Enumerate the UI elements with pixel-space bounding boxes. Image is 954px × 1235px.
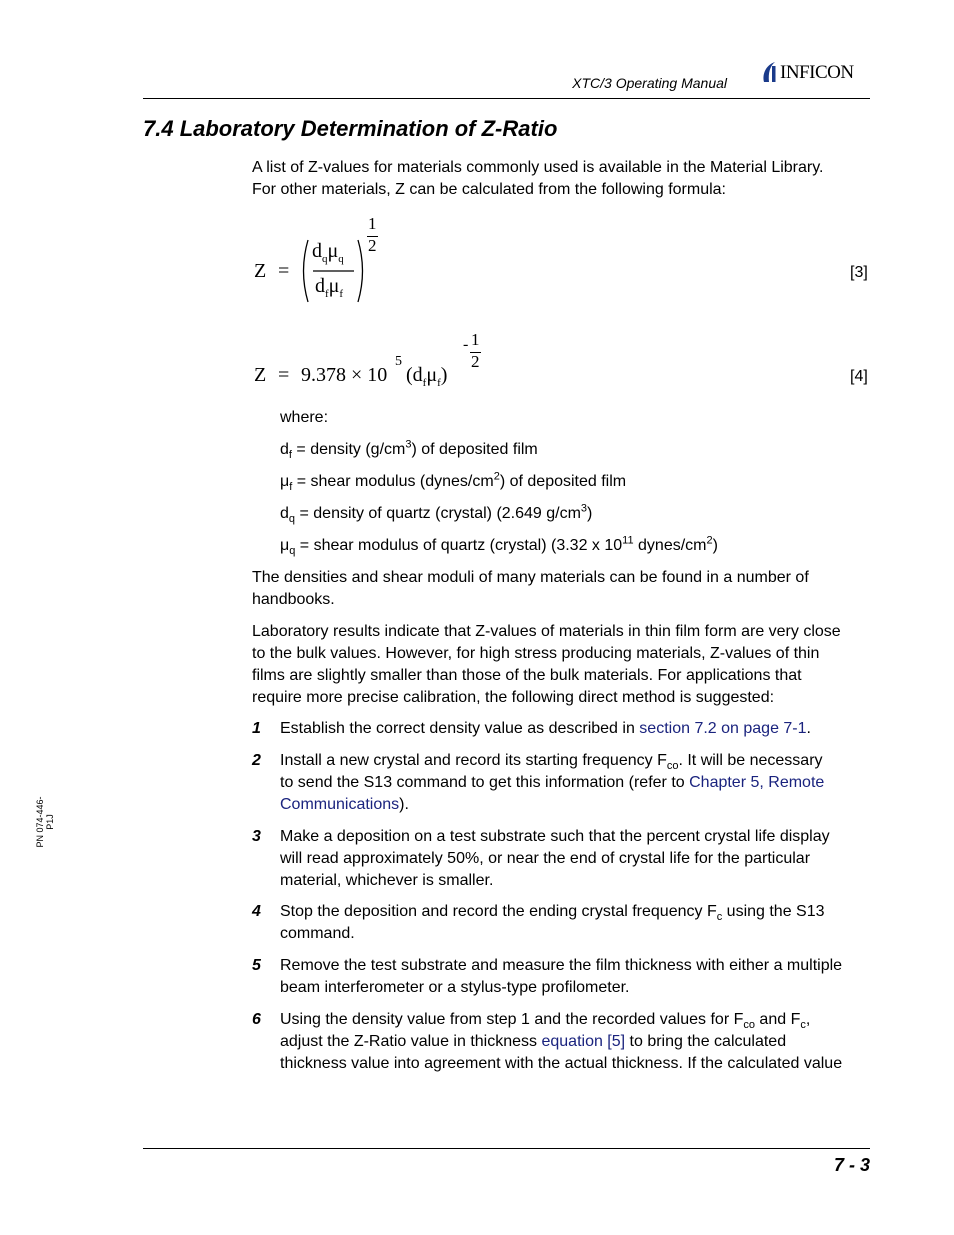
equation-5-link[interactable]: equation [5] bbox=[541, 1033, 626, 1050]
eq4-exponent-sign: - bbox=[463, 336, 469, 353]
step-1: Establish the correct density value as described in section 7.2 on page 7-1. bbox=[280, 720, 811, 737]
eq3-exponent-numerator: 1 bbox=[368, 214, 377, 233]
where-df: $d_f$ = density $(g/cm^3)$ of deposited film bbox=[280, 438, 538, 462]
eq4-term: $(d_f\mu_f)$ bbox=[406, 364, 448, 389]
intro-paragraph bbox=[252, 157, 870, 201]
step-4-number: 4 bbox=[252, 903, 261, 920]
brand-name: INFICON bbox=[780, 62, 854, 83]
step-6-number: 6 bbox=[252, 1011, 261, 1028]
lab-line-4: require more precise calibration, the following direct method is suggested: bbox=[252, 689, 775, 706]
section-7-2-link[interactable]: section 7.2 on page 7-1 bbox=[639, 720, 807, 737]
eq4-equals: = bbox=[278, 364, 290, 386]
equation-3 bbox=[252, 212, 870, 312]
inficon-swoosh-icon bbox=[760, 60, 780, 84]
footer-rule bbox=[143, 1148, 870, 1149]
where-muq: $\mu_q$ = shear modulus of quartz (crystal) (3.32 x $10^{11}$ dynes/$cm^2$) bbox=[280, 534, 718, 558]
where-dq: $d_q$ = density of quartz (crystal) (2.649 $g/cm^3$) bbox=[280, 502, 593, 526]
chapter-5-link[interactable]: Chapter 5, Remote bbox=[689, 774, 825, 791]
eq4-exponent-numerator: 1 bbox=[471, 330, 480, 349]
densities-line-1: The densities and shear moduli of many materials can be found in a number of bbox=[252, 569, 809, 586]
step-2-number: 2 bbox=[252, 752, 261, 769]
intro-line-1: A list of Z-values for materials commonly used is available in the Material Library. bbox=[252, 159, 824, 176]
header-rule bbox=[143, 98, 870, 99]
side-part-number: PN 074-446-P1J bbox=[35, 796, 55, 848]
eq4-coefficient-exponent: 5 bbox=[395, 354, 402, 369]
step-4: Stop the deposition and record the ending crystal frequency $F_c$ using the S13 command. bbox=[280, 903, 825, 942]
eq4-number: [4] bbox=[850, 368, 868, 385]
inficon-logo bbox=[760, 60, 872, 84]
manual-title: XTC/3 Operating Manual bbox=[572, 75, 727, 91]
section-title: 7.4 Laboratory Determination of Z-Ratio bbox=[143, 116, 558, 141]
eq3-equals: = bbox=[278, 260, 290, 282]
eq4-exponent-denominator: 2 bbox=[471, 352, 480, 371]
lab-line-2: to the bulk values. However, for high stress producing materials, Z-values of thin bbox=[252, 645, 820, 662]
eq3-exponent-denominator: 2 bbox=[368, 236, 377, 255]
eq4-coefficient: 9.378 × 10 bbox=[301, 364, 388, 386]
where-muf: $\mu_f$ = shear modulus $(dynes/cm^2)$ of deposited film bbox=[280, 470, 627, 494]
lab-paragraph bbox=[252, 621, 870, 709]
eq3-numerator: $d_q\mu_q$ bbox=[312, 240, 344, 265]
step-6: Using the density value from step 1 and the recorded values for $F_{co}$ and $F_c$, adjust the Z-Ratio value in thickness equation [5] to bring the calculated thickness value into agreement with the actual thickness. If the calculated value bbox=[280, 1011, 843, 1072]
communications-link[interactable]: Communications bbox=[280, 796, 400, 813]
intro-line-2: For other materials, Z can be calculated from the following formula: bbox=[252, 181, 726, 198]
page-number: 7 - 3 bbox=[833, 1155, 870, 1175]
step-3-number: 3 bbox=[252, 828, 261, 845]
step-2: Install a new crystal and record its starting frequency $F_{co}$. It will be necessary to send the S13 command to get this information (refer to Chapter 5, Remote Communications). bbox=[280, 752, 825, 813]
eq3-number: [3] bbox=[850, 264, 868, 281]
step-5-number: 5 bbox=[252, 957, 261, 974]
step-3: Make a deposition on a test substrate such that the percent crystal life display will read approximately 50%, or near the end of crystal life for the particular material, whichever is smaller. bbox=[280, 828, 830, 889]
densities-paragraph bbox=[252, 567, 870, 611]
densities-line-2: handbooks. bbox=[252, 591, 335, 608]
eq3-lhs: Z bbox=[254, 260, 267, 282]
lab-line-1: Laboratory results indicate that Z-values of materials in thin film form are very close bbox=[252, 623, 841, 640]
equation-4 bbox=[252, 328, 870, 398]
step-5: Remove the test substrate and measure the film thickness with either a multiple beam interferometer or a stylus-type profilometer. bbox=[280, 957, 843, 996]
where-label: where: bbox=[280, 409, 329, 426]
lab-line-3: films are slightly smaller than those of the bulk materials. For applications that bbox=[252, 667, 802, 684]
step-1-number: 1 bbox=[252, 720, 261, 737]
eq4-lhs: Z bbox=[254, 364, 267, 386]
eq3-denominator: $d_f\mu_f$ bbox=[315, 275, 344, 300]
